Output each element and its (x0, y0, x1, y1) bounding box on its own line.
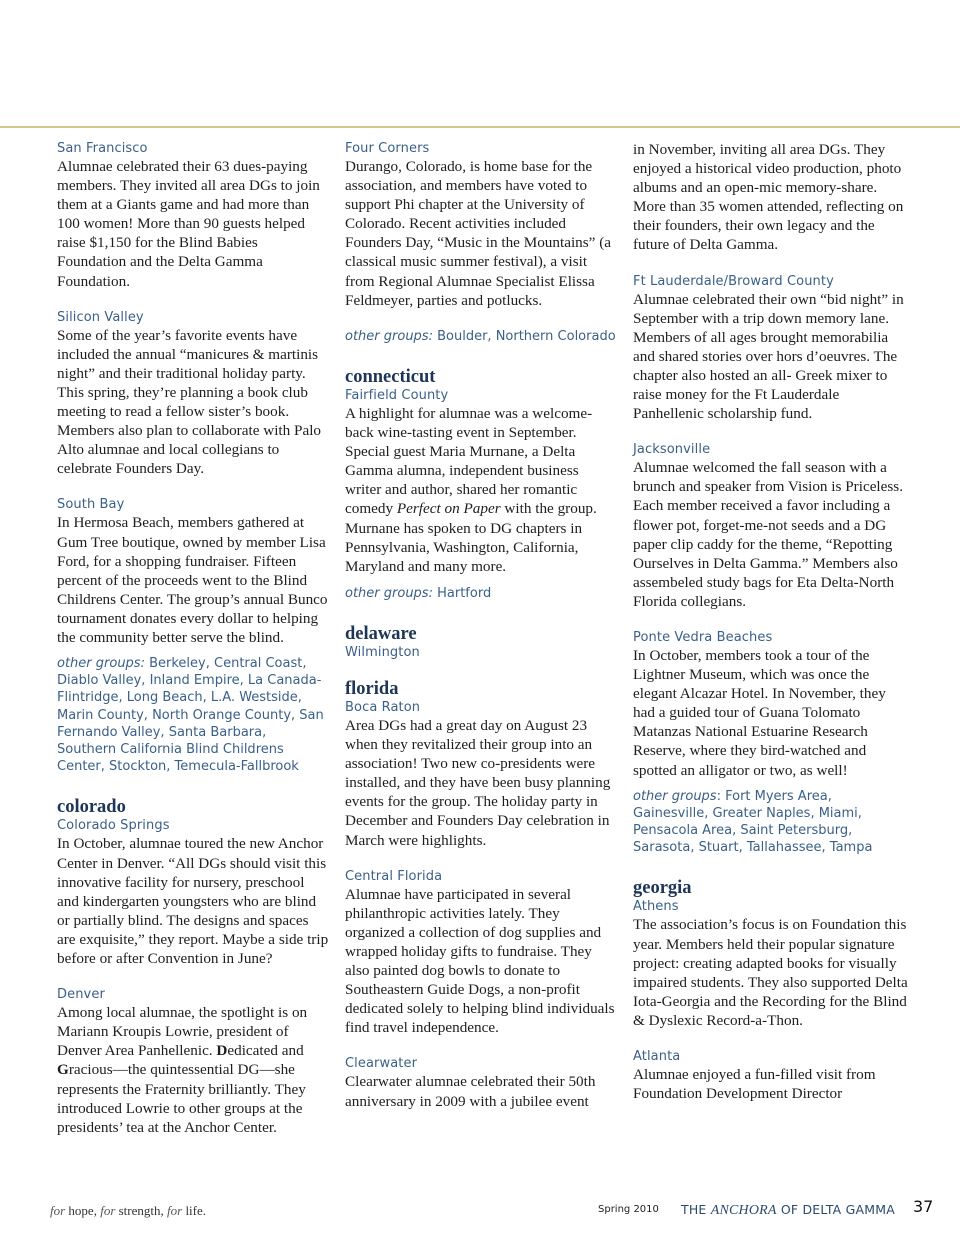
body-ft-lauderdale: Alumnae celebrated their own “bid night” in September with a trip down memory lane. Members of all ages brought memorabilia and shared stories over hors d’oeuvres. The chapter also hosted an all- Greek mixer to raise money for the Ft Lauderdale Panhellenic scholarship fund. (633, 290, 904, 423)
section-denver (57, 986, 329, 1137)
state-heading-colorado: colorado (57, 797, 126, 818)
body-boca-raton: Area DGs had a great day on August 23 when they revitalized their group into an association! Two new co-presidents were installed, and they have been busy planning events for the group. The holiday party in December and Founders Day celebration in March were highlights. (345, 717, 611, 849)
section-clearwater (345, 1055, 617, 1110)
body-clearwater-continued: in November, inviting all area DGs. They enjoyed a historical video production, photo albums and an open-mic memory-share. More than 35 women attended, reflecting on their founders, their own legacy and the future of Delta Gamma. (633, 141, 904, 254)
other-groups-list: Boulder, Northern Colorado (437, 328, 616, 344)
body-four-corners: Durango, Colorado, is home base for the association, and members have voted to support Phi chapter at the University of Colorado. Recent activities included Founders Day, “Music in the Mountains” (a classical music summer festival), a visit from Regional Alumnae Specialist Elissa Feldmeyer, parties and potlucks. (345, 158, 612, 309)
section-atlanta (633, 1048, 909, 1103)
footer-tagline (50, 1203, 206, 1219)
subhead-boca-raton: Boca Raton (345, 700, 421, 715)
other-groups-label: other groups: (345, 328, 433, 344)
other-groups-connecticut (345, 585, 617, 602)
tagline-for-2: for (100, 1203, 116, 1218)
denver-bold-d: D (216, 1042, 228, 1060)
footer-magazine-title (681, 1202, 895, 1219)
body-silicon-valley: Some of the year’s favorite events have included the annual “manicures & martinis night” and their traditional holiday party. This spring, they’re planning a book club meeting to read a fellow sister’s book. Members also plan to collaborate with Palo Alto alumnae and local collegians to celebrate Founders Day. (57, 326, 322, 478)
section-boca-raton (345, 699, 617, 850)
tagline-life: life. (182, 1203, 207, 1218)
tagline-for-3: for (167, 1203, 183, 1218)
subhead-fairfield-county: Fairfield County (345, 387, 449, 403)
other-groups-florida (633, 788, 909, 857)
state-heading-connecticut: connecticut (345, 366, 436, 387)
denver-text-1: Among local alumnae, the spotlight is on Mariann Kroupis Lowrie, president of Denver Area Panhellenic. (57, 1004, 308, 1060)
body-fairfield-county (345, 404, 617, 576)
tagline-for-1: for (50, 1203, 66, 1218)
body-jacksonville: Alumnae welcomed the fall season with a brunch and speaker from Vision is Priceless. Each member received a favor including a flower pot, forget-me-not seeds and a DG paper clip caddy for the theme, “Repotting Ourselves in Delta Gamma.” Members also assembeled study bags for Eta Delta-North Florida collegians. (633, 459, 904, 610)
subhead-wilmington: Wilmington (345, 645, 420, 660)
tagline-strength: strength, (115, 1203, 168, 1218)
column-1 (57, 140, 329, 1155)
denver-text-2: edicated and (227, 1042, 304, 1060)
subhead-central-florida: Central Florida (345, 868, 443, 884)
section-colorado-springs (57, 817, 329, 968)
subhead-ft-lauderdale: Ft Lauderdale/Broward County (633, 273, 834, 289)
book-title: Perfect on Paper (396, 500, 501, 518)
state-heading-georgia: georgia (633, 878, 692, 899)
other-groups-colorado (345, 328, 617, 345)
section-four-corners (345, 140, 617, 345)
subhead-atlanta: Atlanta (633, 1049, 681, 1064)
section-south-bay (57, 496, 329, 775)
other-groups-label: other groups: (57, 656, 145, 672)
mag-the: THE (681, 1202, 711, 1217)
other-groups-list: Berkeley, Central Coast, Diablo Valley, Inland Empire, La Canada-Flintridge, Long Beach, L.A. Westside, Marin County, North Orange County, San Fernando Valley, Santa Barbara, Southern California Blind Childrens Center, Stockton, Temecula-Fallbrook (57, 656, 324, 775)
section-silicon-valley (57, 309, 329, 479)
body-denver (57, 1003, 329, 1137)
body-ponte-vedra: In October, members took a tour of the Lightner Museum, which was once the elegant Alcazar Hotel. In November, they had a guided tour of Guana Tolomato Matanzas National Estuarine Research Reserve, where they bird-watched and spotted an alligator or two, as well! (633, 646, 886, 779)
state-heading-delaware: delaware (345, 624, 417, 644)
subhead-jacksonville: Jacksonville (633, 442, 711, 458)
body-clearwater: Clearwater alumnae celebrated their 50th anniversary in 2009 with a jubilee event (345, 1073, 596, 1110)
subhead-south-bay: South Bay (57, 497, 125, 513)
subhead-athens: Athens (633, 899, 679, 915)
other-groups-list: Hartford (437, 585, 492, 601)
section-san-francisco (57, 140, 329, 291)
fairfield-text-2: with the group. Murnane has spoken to DG chapters in Pennsylvania, Washington, California, Maryland and many more. (345, 500, 597, 575)
body-athens: The association’s focus is on Foundation this year. Members held their popular signature project: creating adapted books for visually impaired students. They also supported Delta Iota-Georgia and the Recording for the Blind & Dyslexic Record-a-Thon. (633, 916, 908, 1029)
section-ponte-vedra (633, 629, 909, 856)
column-2 (345, 140, 617, 1129)
fairfield-text-1: A highlight for alumnae was a welcome-back wine-tasting event in September. Special guest Maria Murnane, a Delta Gamma alumna, independent business writer and author, shared her romantic comedy (345, 404, 593, 518)
denver-bold-g: G (57, 1061, 69, 1079)
other-groups-california (57, 655, 329, 775)
section-athens (633, 898, 909, 1030)
body-san-francisco: Alumnae celebrated their 63 dues-paying members. They invited all area DGs to join them at a Giants game and had more than 100 women! More than 90 guests helped raise $1,150 for the Blind Babies Foundation and the Delta Gamma Foundation. (57, 158, 320, 290)
section-fairfield-county (345, 387, 617, 602)
subhead-denver: Denver (57, 987, 105, 1003)
mag-of-delta-gamma: OF DELTA GAMMA (776, 1202, 895, 1217)
state-heading-florida: florida (345, 679, 399, 699)
section-ft-lauderdale (633, 273, 909, 424)
subhead-san-francisco: San Francisco (57, 141, 148, 156)
section-jacksonville (633, 441, 909, 611)
body-colorado-springs: In October, alumnae toured the new Anchor Center in Denver. “All DGs should visit this innovative facility for nursery, preschool and kindergarten youngsters who are blind or partially blind. The designs and spaces are exquisite,” they report. Maybe a side trip before or after Convention in June? (57, 835, 329, 968)
section-central-florida (345, 868, 617, 1038)
top-rule (0, 126, 960, 128)
column-3 (633, 140, 909, 1121)
other-groups-list: : Fort Myers Area, Gainesville, Greater Naples, Miami, Pensacola Area, Saint Petersburg, Sarasota, Stuart, Tallahassee, Tampa (633, 788, 873, 856)
subhead-four-corners: Four Corners (345, 141, 430, 156)
section-clearwater-continued (633, 140, 909, 255)
tagline-hope: hope, (65, 1203, 101, 1218)
other-groups-label: other groups (633, 788, 717, 804)
footer-issue-date: Spring 2010 (598, 1204, 659, 1215)
denver-text-3: racious—the quintessential DG—she represents the Fraternity brilliantly. They introduced Lowrie to other groups at the presidents’ tea at the Anchor Center. (57, 1061, 306, 1136)
mag-anchora: ANCHORA (710, 1203, 777, 1218)
subhead-clearwater: Clearwater (345, 1056, 418, 1072)
other-groups-label: other groups: (345, 585, 433, 601)
subhead-silicon-valley: Silicon Valley (57, 309, 144, 325)
subhead-colorado-springs: Colorado Springs (57, 818, 170, 834)
page-number: 37 (913, 1197, 934, 1216)
subhead-ponte-vedra: Ponte Vedra Beaches (633, 629, 773, 645)
body-central-florida: Alumnae have participated in several philanthropic activities lately. They organized a collection of dog supplies and wrapped holiday gifts to fundraise. They also painted dog bowls to donate to Southeastern Guide Dogs, a non-profit dedicated solely to helping blind individuals find travel independence. (345, 885, 615, 1037)
body-south-bay: In Hermosa Beach, members gathered at Gum Tree boutique, owned by member Lisa Ford, for a shopping fundraiser. Fifteen percent of the proceeds went to the Blind Childrens Center. The group’s annual Bunco tournament donates every dollar to helping the community better serve the blind. (57, 514, 328, 646)
body-atlanta: Alumnae enjoyed a fun-filled visit from Foundation Development Director (633, 1066, 876, 1103)
section-wilmington (345, 644, 617, 661)
